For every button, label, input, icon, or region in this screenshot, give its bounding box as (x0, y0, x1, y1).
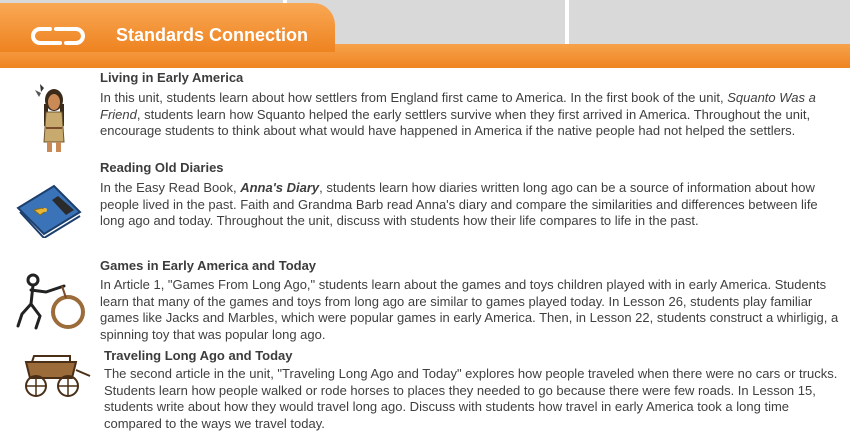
book-title: Anna's Diary (240, 180, 320, 195)
section-body: In the Easy Read Book, Anna's Diary, students learn how diaries written long ago can be a source of information about how people lived in the past. Faith and Grandma Barb read Anna's diary and compare the similarities and differences between life long ago and today. Throughout the unit, discuss with students how their life compares to life in the past. (100, 180, 818, 228)
hoop-rolling-icon (16, 272, 86, 332)
section-heading: Living in Early America (100, 70, 244, 85)
section-heading: Games in Early America and Today (100, 258, 317, 273)
chain-link-icon (26, 20, 90, 52)
diary-book-icon (14, 182, 84, 238)
section-body: The second article in the unit, "Traveling Long Ago and Today" explores how people traveled when there were no cars or trucks. Students learn how people walked or rode horses to places they needed to go because there were few roads. In Lesson 15, students write about how they would travel long ago. Discuss with students how travel in early America took a long time compared to the ways we travel today. (104, 366, 838, 431)
section-body: In this unit, students learn about how settlers from England first came to America. In the first book of the unit, Squanto Was a Friend, students learn how Squanto helped the early settlers survive when they first arrived in America. Throughout the unit, encourage students to think about what would have happened in America if the native people had not helped the settlers. (100, 90, 816, 138)
page-title: Standards Connection (116, 25, 309, 45)
section-traveling-long-ago (0, 344, 850, 431)
section-heading: Reading Old Diaries (100, 160, 224, 175)
standards-connection-tab (0, 3, 335, 52)
tab-divider (565, 0, 569, 46)
wagon-icon (18, 350, 92, 400)
book-title: Squanto Was a Friend (100, 90, 816, 122)
section-games-early-america (0, 252, 850, 344)
section-reading-old-diaries (0, 158, 850, 253)
section-body: In Article 1, "Games From Long Ago," students learn about the games and toys children played with in early America. Students learn that many of the games and toys from long ago are similar to games played today. In Lesson 26, students play familiar games like Jacks and Marbles, which were popular games in early America. Then, in Lesson 22, students construct a whirligig, a spinning toy that was popular long ago. (100, 277, 839, 342)
section-heading: Traveling Long Ago and Today (104, 348, 293, 363)
native-american-icon (32, 84, 76, 154)
section-living-early-america (0, 68, 850, 158)
